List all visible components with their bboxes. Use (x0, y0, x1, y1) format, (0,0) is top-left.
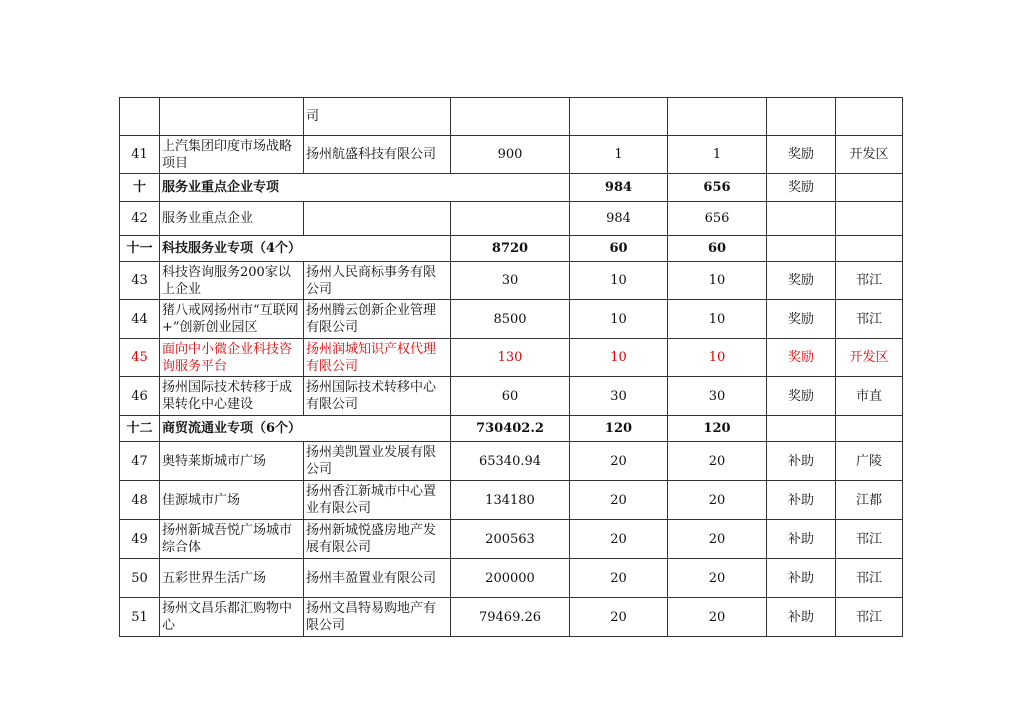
table-row (120, 202, 903, 236)
support-type: 补助 (767, 559, 836, 598)
section-title: 科技服务业专项（4个） (160, 236, 451, 262)
count-b: 20 (668, 598, 767, 637)
table-row (120, 559, 903, 598)
count-b: 656 (668, 202, 767, 236)
count-a: 30 (570, 377, 668, 416)
company-name: 扬州国际技术转移中心有限公司 (304, 377, 451, 416)
total-amount (451, 202, 570, 236)
company-name: 扬州新城悦盛房地产发展有限公司 (304, 520, 451, 559)
project-name: 扬州国际技术转移于成果转化中心建设 (160, 377, 304, 416)
total-amount: 30 (451, 262, 570, 300)
row-number: 46 (120, 377, 160, 416)
row-number: 50 (120, 559, 160, 598)
support-type: 奖励 (767, 262, 836, 300)
support-type: 奖励 (767, 136, 836, 174)
count-b: 60 (668, 236, 767, 262)
section-row (120, 416, 903, 442)
total-amount: 65340.94 (451, 442, 570, 481)
district (836, 416, 903, 442)
table-row (120, 598, 903, 637)
table-row-highlighted (120, 339, 903, 377)
row-number: 45 (120, 339, 160, 377)
count-a: 20 (570, 442, 668, 481)
company-name: 扬州人民商标事务有限公司 (304, 262, 451, 300)
company-name: 扬州润城知识产权代理有限公司 (304, 339, 451, 377)
project-name: 科技咨询服务200家以上企业 (160, 262, 304, 300)
count-b: 1 (668, 136, 767, 174)
project-name: 上汽集团印度市场战略项目 (160, 136, 304, 174)
district: 邗江 (836, 300, 903, 339)
project-name: 服务业重点企业 (160, 202, 304, 236)
total-amount: 8500 (451, 300, 570, 339)
section-number: 十二 (120, 416, 160, 442)
company-name: 扬州丰盈置业有限公司 (304, 559, 451, 598)
project-name (160, 98, 304, 136)
company-name (304, 202, 451, 236)
total-amount: 200000 (451, 559, 570, 598)
district: 广陵 (836, 442, 903, 481)
total-amount: 8720 (451, 236, 570, 262)
support-type: 奖励 (767, 174, 836, 202)
total-amount: 900 (451, 136, 570, 174)
count-a: 20 (570, 481, 668, 520)
count-b: 20 (668, 481, 767, 520)
district: 邗江 (836, 598, 903, 637)
count-b: 20 (668, 520, 767, 559)
count-a: 20 (570, 559, 668, 598)
total-amount: 130 (451, 339, 570, 377)
table-row (120, 377, 903, 416)
row-number: 41 (120, 136, 160, 174)
district: 邗江 (836, 520, 903, 559)
table-row (120, 442, 903, 481)
district: 邗江 (836, 262, 903, 300)
table-row (120, 520, 903, 559)
support-type: 补助 (767, 598, 836, 637)
row-number: 44 (120, 300, 160, 339)
district: 开发区 (836, 339, 903, 377)
project-name: 猪八戒网扬州市“互联网+”创新创业园区 (160, 300, 304, 339)
district: 江都 (836, 481, 903, 520)
support-type (767, 98, 836, 136)
company-name: 扬州美凯置业发展有限公司 (304, 442, 451, 481)
company-name: 扬州文昌特易购地产有限公司 (304, 598, 451, 637)
total-amount: 134180 (451, 481, 570, 520)
count-a: 10 (570, 300, 668, 339)
section-row (120, 174, 903, 202)
count-a: 20 (570, 598, 668, 637)
row-number: 47 (120, 442, 160, 481)
district: 邗江 (836, 559, 903, 598)
project-table (119, 97, 903, 637)
table-row (120, 136, 903, 174)
district: 开发区 (836, 136, 903, 174)
district (836, 174, 903, 202)
count-b: 10 (668, 339, 767, 377)
support-type: 奖励 (767, 377, 836, 416)
district (836, 202, 903, 236)
row-number: 43 (120, 262, 160, 300)
district: 市直 (836, 377, 903, 416)
project-name: 扬州文昌乐都汇购物中心 (160, 598, 304, 637)
count-a (570, 98, 668, 136)
count-b: 20 (668, 442, 767, 481)
total-amount: 60 (451, 377, 570, 416)
project-name: 佳源城市广场 (160, 481, 304, 520)
count-b (668, 98, 767, 136)
total-amount: 79469.26 (451, 598, 570, 637)
company-name: 扬州香江新城市中心置业有限公司 (304, 481, 451, 520)
table-row (120, 262, 903, 300)
table-row (120, 98, 903, 136)
section-title: 商贸流通业专项（6个） (160, 416, 451, 442)
company-name: 扬州腾云创新企业管理有限公司 (304, 300, 451, 339)
row-number: 42 (120, 202, 160, 236)
support-type: 奖励 (767, 339, 836, 377)
support-type (767, 416, 836, 442)
count-a: 20 (570, 520, 668, 559)
total-amount: 730402.2 (451, 416, 570, 442)
district (836, 98, 903, 136)
support-type: 补助 (767, 520, 836, 559)
count-a: 120 (570, 416, 668, 442)
count-a: 10 (570, 339, 668, 377)
count-a: 60 (570, 236, 668, 262)
count-b: 10 (668, 262, 767, 300)
project-name: 扬州新城吾悦广场城市综合体 (160, 520, 304, 559)
row-number: 51 (120, 598, 160, 637)
company-name: 司 (304, 98, 451, 136)
count-a: 10 (570, 262, 668, 300)
project-name: 五彩世界生活广场 (160, 559, 304, 598)
project-name: 奥特莱斯城市广场 (160, 442, 304, 481)
table-row (120, 300, 903, 339)
support-type (767, 236, 836, 262)
support-type: 奖励 (767, 300, 836, 339)
section-title: 服务业重点企业专项 (160, 174, 570, 202)
section-number: 十 (120, 174, 160, 202)
count-a: 984 (570, 174, 668, 202)
row-number: 49 (120, 520, 160, 559)
count-b: 10 (668, 300, 767, 339)
count-b: 656 (668, 174, 767, 202)
district (836, 236, 903, 262)
total-amount: 200563 (451, 520, 570, 559)
company-name: 扬州航盛科技有限公司 (304, 136, 451, 174)
support-type: 补助 (767, 481, 836, 520)
section-number: 十一 (120, 236, 160, 262)
row-number: 48 (120, 481, 160, 520)
count-b: 20 (668, 559, 767, 598)
count-b: 30 (668, 377, 767, 416)
section-row (120, 236, 903, 262)
support-type (767, 202, 836, 236)
count-b: 120 (668, 416, 767, 442)
table-row (120, 481, 903, 520)
row-number (120, 98, 160, 136)
support-type: 补助 (767, 442, 836, 481)
count-a: 1 (570, 136, 668, 174)
count-a: 984 (570, 202, 668, 236)
project-name: 面向中小微企业科技咨询服务平台 (160, 339, 304, 377)
total-amount (451, 98, 570, 136)
